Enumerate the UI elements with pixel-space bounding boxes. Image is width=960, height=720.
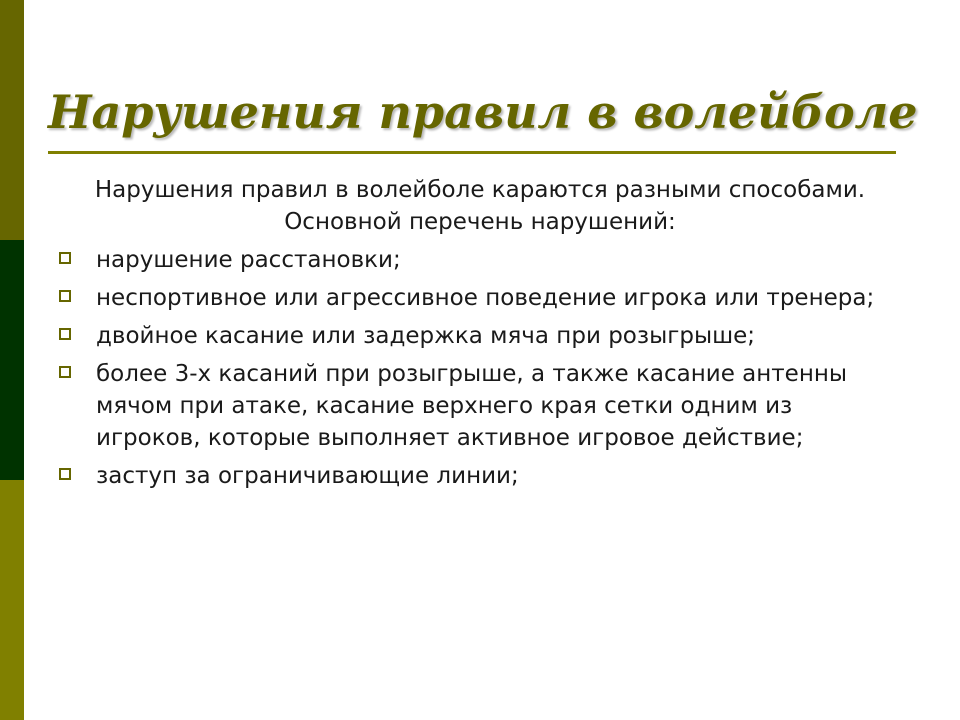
list-item [0,282,960,314]
bar-segment-top [0,0,24,240]
list-item [0,358,960,454]
title-underline-rule [48,151,896,154]
list-item [0,460,960,492]
list-item-text: заступ за ограничивающие линии; [96,463,519,489]
hollow-square-bullet-icon [59,252,71,264]
list-item [0,320,960,352]
slide-title: Нарушения правил в волейболе [48,85,918,139]
hollow-square-bullet-icon [59,366,71,378]
list-item-text: двойное касание или задержка мяча при розыгрыше; [96,323,756,349]
hollow-square-bullet-icon [59,290,71,302]
list-item [0,244,960,276]
hollow-square-bullet-icon [59,328,71,340]
bar-segment-bottom [0,480,24,720]
list-item-text: нарушение расстановки; [96,247,401,273]
list-item-text: более 3-х касаний при розыгрыше, а также касание антенны мячом при атаке, касание верхнего края сетки одним из игроков, которые выполняет активное игровое действие; [96,361,848,451]
violations-list [0,244,960,498]
hollow-square-bullet-icon [59,468,71,480]
intro-paragraph: Нарушения правил в волейболе караются разными способами. Основной перечень нарушений: [94,177,866,235]
list-item-text: неспортивное или агрессивное поведение игрока или тренера; [96,285,875,311]
